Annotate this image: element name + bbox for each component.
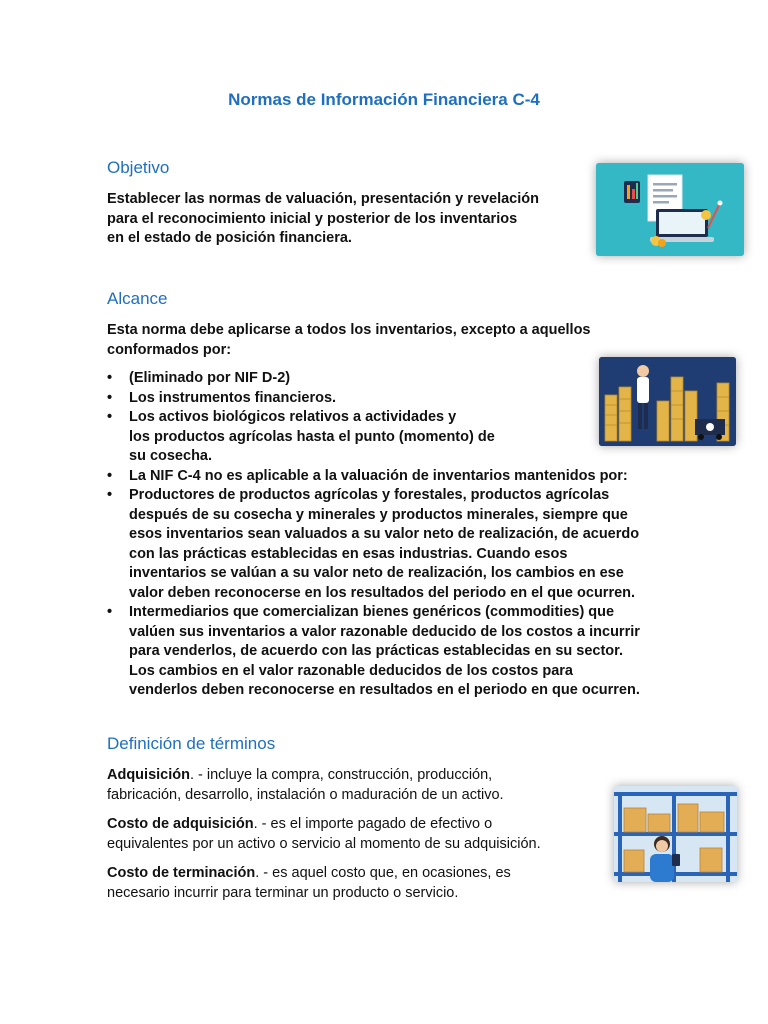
heading-definiciones: Definición de términos <box>107 734 276 753</box>
bullet-line: • La NIF C-4 no es aplicable a la valuación de inventarios mantenidos por: <box>129 467 628 484</box>
bullet-item <box>107 486 667 603</box>
bullet-line: después de su cosecha y minerales y productos minerales, siempre que <box>129 506 628 523</box>
heading-alcance: Alcance <box>107 289 168 308</box>
bullet-line: • Intermediarios que comercializan bienes genéricos (commodities) que <box>129 604 615 620</box>
heading-objetivo: Objetivo <box>107 158 170 177</box>
accounting-laptop-illustration <box>596 163 744 256</box>
bullet-line: con las prácticas establecidas en esas industrias. Cuando esos <box>129 545 568 562</box>
alcance-intro-line: conformados por: <box>107 341 232 358</box>
bullet-line: venderlos deben reconocerse en resultados en el periodo en que ocurren. <box>129 682 640 698</box>
bullet-line: valúen sus inventarios a valor razonable deducido de los costos a incurrir <box>129 623 640 640</box>
bullet-line: esos inventarios sean valuados a su valor neto de realización, de acuerdo <box>129 526 640 542</box>
document-title: Normas de Información Financiera C-4 <box>228 90 540 109</box>
objetivo-line: para el reconocimiento inicial y posterior de los inventarios <box>107 210 518 227</box>
bullet-item <box>107 389 667 409</box>
definition-costo-adquisicion <box>107 815 547 854</box>
bullet-line: Los cambios en el valor razonable deducidos de los costos para <box>129 662 573 679</box>
term-definition: necesario incurrir para terminar un producto o servicio. <box>107 884 459 901</box>
bullet-line: los productos agrícolas hasta el punto (momento) de <box>129 428 495 445</box>
term-definition: . - incluye la compra, construcción, producción, <box>189 767 493 783</box>
term-label: Costo de terminación <box>107 865 256 881</box>
bullet-line: valor deben reconocerse en los resultados del periodo en el que ocurren. <box>129 584 636 601</box>
term-definition: fabricación, desarrollo, instalación o maduración de un activo. <box>107 786 504 803</box>
objetivo-paragraph <box>107 190 539 249</box>
alcance-bullet-list <box>107 369 667 701</box>
bullet-item <box>107 603 667 701</box>
bullet-line: • Productores de productos agrícolas y forestales, productos agrícolas <box>129 487 610 503</box>
definition-costo-terminacion <box>107 864 547 903</box>
bullet-line: para venderlos, de acuerdo con las prácticas establecidas en su sector. <box>129 643 624 659</box>
term-definition: . - es el importe pagado de efectivo o <box>253 816 493 832</box>
bullet-line: • Los activos biológicos relativos a actividades y <box>129 409 457 425</box>
bullet-line: inventarios se valúan a su valor neto de realización, los cambios en ese <box>129 565 624 581</box>
warehouse-gold-coins-illustration <box>599 357 736 446</box>
bullet-item <box>107 467 667 487</box>
term-label: Costo de adquisición <box>107 816 254 832</box>
bullet-line: • (Eliminado por NIF D-2) <box>129 370 291 386</box>
term-definition: equivalentes por un activo o servicio al momento de su adquisición. <box>107 835 541 852</box>
bullet-line: su cosecha. <box>129 448 213 464</box>
term-definition: . - es aquel costo que, en ocasiones, es <box>255 865 511 881</box>
alcance-intro-line: Esta norma debe aplicarse a todos los inventarios, excepto a aquellos <box>107 322 591 338</box>
definition-adquisicion <box>107 766 547 805</box>
objetivo-line: Establecer las normas de valuación, presentación y revelación <box>107 191 539 207</box>
bullet-item <box>107 408 667 467</box>
objetivo-line: en el estado de posición financiera. <box>107 230 352 246</box>
bullet-item <box>107 369 667 389</box>
bullet-line: • Los instrumentos financieros. <box>129 389 337 406</box>
alcance-intro <box>107 321 591 360</box>
warehouse-shelves-worker-illustration <box>614 786 737 882</box>
term-label: Adquisición <box>107 767 190 783</box>
